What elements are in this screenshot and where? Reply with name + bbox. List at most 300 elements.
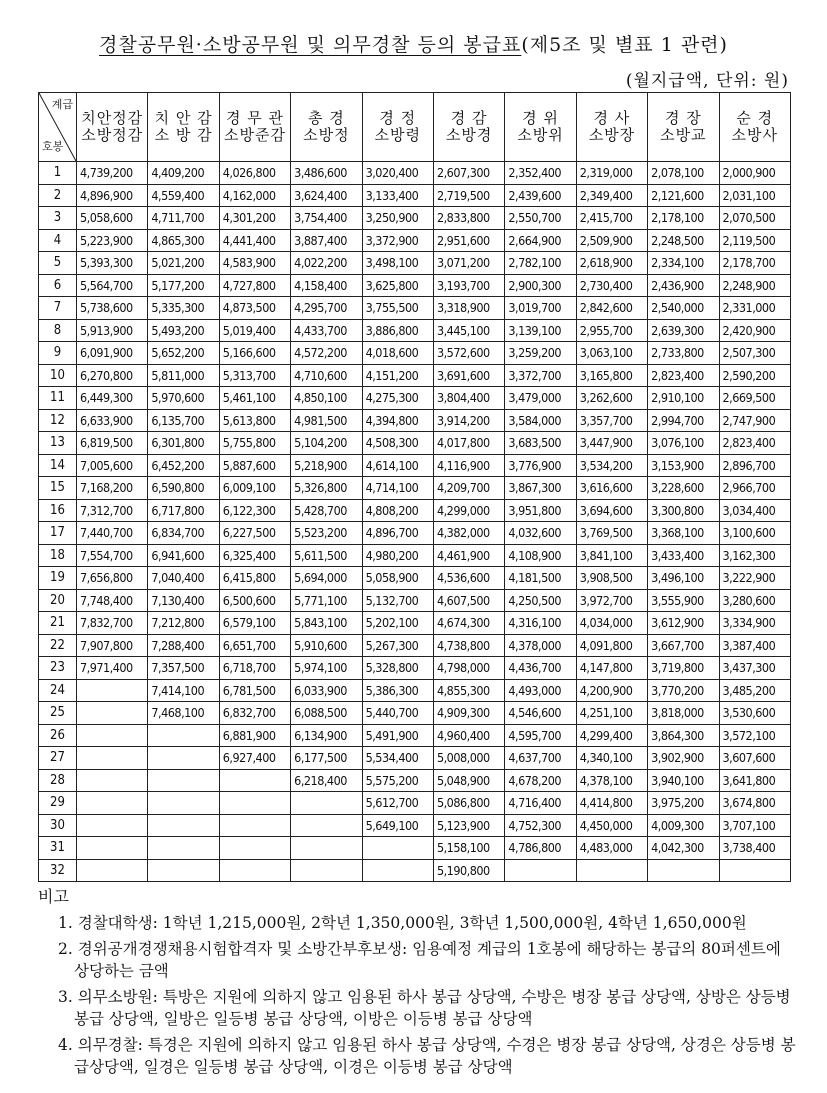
table-row [39,837,791,860]
salary-cell: 3,776,900 [505,454,576,477]
salary-cell: 3,300,800 [648,499,719,522]
column-header-rank: 경 위 소방위 [505,93,576,162]
step-number-cell: 26 [39,724,77,747]
salary-cell: 5,649,100 [362,814,433,837]
salary-cell: 4,091,800 [576,634,647,657]
salary-cell: 4,896,700 [362,522,433,545]
step-number-cell: 16 [39,499,77,522]
salary-cell [219,859,290,882]
salary-cell: 2,439,600 [505,184,576,207]
salary-cell: 5,491,900 [362,724,433,747]
salary-cell: 5,386,300 [362,679,433,702]
salary-cell: 3,020,400 [362,162,433,185]
salary-cell: 2,669,500 [719,387,790,410]
salary-cell: 2,031,100 [719,184,790,207]
table-row [39,274,791,297]
salary-cell: 6,500,600 [219,589,290,612]
column-header-rank: 경 사 소방장 [576,93,647,162]
salary-cell: 7,288,400 [148,634,219,657]
salary-cell: 3,387,400 [719,634,790,657]
salary-cell: 6,301,800 [148,432,219,455]
salary-cell: 7,005,600 [77,454,148,477]
salary-cell: 4,738,800 [433,634,504,657]
salary-cell: 5,218,900 [291,454,362,477]
salary-cell: 6,781,500 [219,679,290,702]
salary-cell: 4,022,200 [291,252,362,275]
salary-cell: 4,850,100 [291,387,362,410]
salary-cell: 3,485,200 [719,679,790,702]
step-number-cell: 32 [39,859,77,882]
salary-cell: 2,248,500 [648,229,719,252]
salary-cell: 4,637,700 [505,747,576,770]
table-row [39,252,791,275]
step-number-cell: 13 [39,432,77,455]
salary-cell: 3,616,600 [576,477,647,500]
salary-cell: 4,865,300 [148,229,219,252]
salary-cell: 4,394,800 [362,409,433,432]
salary-cell: 4,508,300 [362,432,433,455]
salary-cell: 6,325,400 [219,544,290,567]
salary-cell: 5,019,400 [219,319,290,342]
column-header-rank: 경 무 관 소방준감 [219,93,290,162]
salary-cell: 5,393,300 [77,252,148,275]
salary-cell: 3,804,400 [433,387,504,410]
table-row [39,589,791,612]
salary-cell: 5,461,100 [219,387,290,410]
title-main: 경찰공무원·소방공무원 및 의무경찰 등의 봉급표 [99,34,522,56]
step-number-cell: 20 [39,589,77,612]
table-row [39,567,791,590]
salary-cell: 3,437,300 [719,657,790,680]
salary-cell: 3,555,900 [648,589,719,612]
salary-cell: 3,770,200 [648,679,719,702]
salary-cell: 3,372,700 [505,364,576,387]
salary-cell: 3,076,100 [648,432,719,455]
salary-cell: 5,974,100 [291,657,362,680]
salary-cell: 6,717,800 [148,499,219,522]
salary-cell [77,679,148,702]
table-row [39,162,791,185]
salary-cell: 3,940,100 [648,769,719,792]
salary-table-body [39,162,791,882]
salary-cell: 3,887,400 [291,229,362,252]
salary-cell [291,837,362,860]
document-title [0,30,827,57]
table-row [39,792,791,815]
salary-cell: 3,691,600 [433,364,504,387]
table-row [39,747,791,770]
salary-cell: 7,212,800 [148,612,219,635]
salary-cell [77,747,148,770]
remark-item: 1. 경찰대학생: 1학년 1,215,000원, 2학년 1,350,000원, 3학년 1,500,000원, 4학년 1,650,000원 [58,914,747,932]
step-number-cell: 8 [39,319,77,342]
salary-cell: 2,833,800 [433,207,504,230]
salary-cell: 6,091,900 [77,342,148,365]
salary-cell: 2,415,700 [576,207,647,230]
table-row [39,319,791,342]
salary-cell: 3,707,100 [719,814,790,837]
salary-cell: 6,415,800 [219,567,290,590]
salary-cell: 7,168,200 [77,477,148,500]
salary-cell [77,792,148,815]
step-number-cell: 19 [39,567,77,590]
salary-cell: 2,178,100 [648,207,719,230]
salary-cell: 6,088,500 [291,702,362,725]
salary-cell: 3,674,800 [719,792,790,815]
salary-cell: 4,614,100 [362,454,433,477]
salary-cell: 3,719,800 [648,657,719,680]
remark-item: 2. 경위공개경쟁채용시험합격자 및 소방간부후보생: 임용예정 계급의 1호봉에 해당하는 봉급의 80퍼센트에 상당하는 금액 [58,940,781,980]
salary-cell: 3,624,400 [291,184,362,207]
salary-cell: 3,334,900 [719,612,790,635]
salary-cell: 5,202,100 [362,612,433,635]
salary-cell: 2,509,900 [576,229,647,252]
salary-cell [719,859,790,882]
salary-cell: 4,583,900 [219,252,290,275]
table-row [39,657,791,680]
salary-cell: 3,133,400 [362,184,433,207]
salary-cell: 3,818,000 [648,702,719,725]
salary-cell: 5,313,700 [219,364,290,387]
salary-cell: 4,461,900 [433,544,504,567]
salary-cell: 3,153,900 [648,454,719,477]
salary-cell: 4,678,200 [505,769,576,792]
salary-cell: 4,414,800 [576,792,647,815]
salary-cell: 2,070,500 [719,207,790,230]
salary-cell: 3,372,900 [362,229,433,252]
salary-cell: 3,262,600 [576,387,647,410]
salary-cell: 4,200,900 [576,679,647,702]
salary-cell: 5,440,700 [362,702,433,725]
corner-cell [39,93,77,162]
title-suffix: (제5조 및 별표 1 관련) [521,34,728,56]
salary-cell: 3,063,100 [576,342,647,365]
salary-cell [576,859,647,882]
step-number-cell: 2 [39,184,77,207]
salary-cell: 4,714,100 [362,477,433,500]
salary-cell: 6,832,700 [219,702,290,725]
salary-cell: 4,158,400 [291,274,362,297]
salary-cell: 7,554,700 [77,544,148,567]
salary-cell: 4,896,900 [77,184,148,207]
salary-cell: 5,738,600 [77,297,148,320]
salary-cell: 5,652,200 [148,342,219,365]
step-number-cell: 11 [39,387,77,410]
salary-cell: 7,907,800 [77,634,148,657]
salary-cell: 5,523,200 [291,522,362,545]
salary-cell: 2,550,700 [505,207,576,230]
salary-cell: 4,162,000 [219,184,290,207]
column-header-rank: 경 감 소방경 [433,93,504,162]
step-number-cell: 14 [39,454,77,477]
salary-cell: 5,021,200 [148,252,219,275]
salary-cell: 5,843,100 [291,612,362,635]
salary-cell: 2,966,700 [719,477,790,500]
salary-cell: 3,951,800 [505,499,576,522]
salary-cell: 4,536,600 [433,567,504,590]
salary-cell: 5,058,900 [362,567,433,590]
salary-cell: 2,719,500 [433,184,504,207]
table-row [39,454,791,477]
salary-cell: 2,319,000 [576,162,647,185]
salary-cell: 3,738,400 [719,837,790,860]
salary-cell: 4,340,100 [576,747,647,770]
salary-cell: 5,910,600 [291,634,362,657]
salary-cell [148,792,219,815]
salary-cell: 6,135,700 [148,409,219,432]
salary-cell: 4,752,300 [505,814,576,837]
salary-cell: 4,436,700 [505,657,576,680]
salary-cell [219,837,290,860]
salary-cell: 3,193,700 [433,274,504,297]
salary-cell: 2,782,100 [505,252,576,275]
salary-cell: 7,468,100 [148,702,219,725]
salary-cell: 3,755,500 [362,297,433,320]
salary-cell: 3,447,900 [576,432,647,455]
salary-cell: 3,534,200 [576,454,647,477]
unit-note: (월지급액, 단위: 원) [625,71,789,91]
salary-cell: 6,819,500 [77,432,148,455]
salary-cell: 2,900,300 [505,274,576,297]
salary-cell: 4,181,500 [505,567,576,590]
salary-cell: 3,754,400 [291,207,362,230]
salary-cell: 6,941,600 [148,544,219,567]
salary-cell: 3,228,600 [648,477,719,500]
corner-rank-label: 계급 [51,98,73,111]
salary-cell: 4,739,200 [77,162,148,185]
salary-cell: 4,147,800 [576,657,647,680]
salary-cell: 4,980,200 [362,544,433,567]
salary-cell: 4,450,000 [576,814,647,837]
salary-cell: 2,823,400 [719,432,790,455]
salary-cell: 5,058,600 [77,207,148,230]
table-row [39,297,791,320]
salary-cell: 2,349,400 [576,184,647,207]
salary-cell: 5,132,700 [362,589,433,612]
table-row [39,229,791,252]
salary-cell: 4,909,300 [433,702,504,725]
salary-cell: 6,033,900 [291,679,362,702]
salary-cell: 5,575,200 [362,769,433,792]
salary-cell: 3,139,100 [505,319,576,342]
remarks-title: 비고 [38,887,69,906]
salary-cell: 3,667,700 [648,634,719,657]
table-row [39,387,791,410]
salary-cell: 5,048,900 [433,769,504,792]
salary-cell: 7,357,500 [148,657,219,680]
salary-cell: 5,811,000 [148,364,219,387]
salary-cell: 2,639,300 [648,319,719,342]
salary-cell: 2,352,400 [505,162,576,185]
salary-cell [77,859,148,882]
salary-cell: 3,572,100 [719,724,790,747]
salary-cell: 6,270,800 [77,364,148,387]
salary-cell [505,859,576,882]
salary-cell: 5,612,700 [362,792,433,815]
step-number-cell: 28 [39,769,77,792]
salary-cell: 4,674,300 [433,612,504,635]
salary-cell: 6,177,500 [291,747,362,770]
salary-cell: 2,823,400 [648,364,719,387]
salary-cell: 4,275,300 [362,387,433,410]
salary-cell: 6,122,300 [219,499,290,522]
salary-cell: 3,259,200 [505,342,576,365]
salary-cell: 3,867,300 [505,477,576,500]
salary-cell: 6,227,500 [219,522,290,545]
salary-cell [148,837,219,860]
salary-cell: 5,166,600 [219,342,290,365]
table-row [39,522,791,545]
step-number-cell: 1 [39,162,77,185]
salary-table [38,92,791,882]
step-number-cell: 17 [39,522,77,545]
salary-cell: 6,009,100 [219,477,290,500]
salary-cell: 4,032,600 [505,522,576,545]
salary-cell [219,792,290,815]
table-row [39,679,791,702]
salary-cell: 7,832,700 [77,612,148,635]
salary-cell: 2,436,900 [648,274,719,297]
salary-cell: 2,119,500 [719,229,790,252]
salary-cell [148,747,219,770]
salary-cell [77,814,148,837]
salary-cell [291,792,362,815]
salary-cell: 6,651,700 [219,634,290,657]
salary-cell: 3,841,100 [576,544,647,567]
salary-cell: 2,178,700 [719,252,790,275]
salary-cell: 3,886,800 [362,319,433,342]
salary-cell: 3,908,500 [576,567,647,590]
salary-cell [648,859,719,882]
salary-cell [148,724,219,747]
salary-cell: 3,584,000 [505,409,576,432]
salary-cell: 4,250,500 [505,589,576,612]
remark-item: 4. 의무경찰: 특경은 지원에 의하지 않고 임용된 하사 봉급 상당액, 수경은 병장 봉급 상당액, 상경은 상등병 봉급상당액, 일경은 일등병 봉급 상당액, 이경은 이등병 봉급 상당액 [58,1036,796,1076]
salary-cell: 6,218,400 [291,769,362,792]
salary-cell [77,702,148,725]
salary-cell: 5,771,100 [291,589,362,612]
salary-cell: 2,994,700 [648,409,719,432]
column-header-rank: 경 장 소방교 [648,93,719,162]
salary-cell [219,814,290,837]
salary-cell: 4,493,000 [505,679,576,702]
salary-cell: 4,378,000 [505,634,576,657]
step-number-cell: 6 [39,274,77,297]
salary-cell: 3,357,700 [576,409,647,432]
salary-cell: 2,733,800 [648,342,719,365]
salary-cell: 4,382,000 [433,522,504,545]
salary-cell: 3,530,600 [719,702,790,725]
salary-cell: 4,018,600 [362,342,433,365]
table-row [39,207,791,230]
salary-cell: 6,718,700 [219,657,290,680]
salary-cell: 5,086,800 [433,792,504,815]
table-row [39,342,791,365]
salary-cell: 4,034,000 [576,612,647,635]
column-header-rank: 치안정감 소방정감 [77,93,148,162]
salary-cell: 2,334,100 [648,252,719,275]
salary-cell: 6,590,800 [148,477,219,500]
salary-cell: 5,970,600 [148,387,219,410]
step-number-cell: 3 [39,207,77,230]
salary-cell [291,814,362,837]
step-number-cell: 9 [39,342,77,365]
salary-cell: 2,955,700 [576,319,647,342]
table-row [39,769,791,792]
step-number-cell: 18 [39,544,77,567]
table-row [39,814,791,837]
step-number-cell: 30 [39,814,77,837]
header-row [39,93,791,162]
table-row [39,859,791,882]
salary-cell: 2,121,600 [648,184,719,207]
salary-cell: 4,433,700 [291,319,362,342]
salary-cell: 2,607,300 [433,162,504,185]
salary-cell: 5,887,600 [219,454,290,477]
salary-cell: 5,335,300 [148,297,219,320]
salary-cell: 4,042,300 [648,837,719,860]
salary-cell: 3,694,600 [576,499,647,522]
salary-cell: 5,328,800 [362,657,433,680]
step-number-cell: 22 [39,634,77,657]
salary-cell: 2,730,400 [576,274,647,297]
salary-cell: 3,625,800 [362,274,433,297]
salary-cell: 3,433,400 [648,544,719,567]
table-row [39,544,791,567]
salary-cell: 3,496,100 [648,567,719,590]
salary-cell: 7,312,700 [77,499,148,522]
salary-cell: 4,299,400 [576,724,647,747]
salary-cell [148,769,219,792]
salary-cell: 5,008,000 [433,747,504,770]
salary-cell: 4,572,200 [291,342,362,365]
salary-cell: 4,017,800 [433,432,504,455]
step-number-cell: 15 [39,477,77,500]
salary-cell: 3,368,100 [648,522,719,545]
table-row [39,634,791,657]
salary-cell: 4,798,000 [433,657,504,680]
salary-cell: 4,209,700 [433,477,504,500]
salary-cell: 5,564,700 [77,274,148,297]
salary-cell: 3,769,500 [576,522,647,545]
salary-cell: 5,534,400 [362,747,433,770]
remarks-list [38,912,798,1078]
salary-cell: 2,507,300 [719,342,790,365]
salary-cell: 2,664,900 [505,229,576,252]
salary-cell: 4,873,500 [219,297,290,320]
salary-cell: 3,612,900 [648,612,719,635]
salary-cell: 2,540,000 [648,297,719,320]
salary-cell: 3,250,900 [362,207,433,230]
salary-cell [77,769,148,792]
salary-cell: 2,910,100 [648,387,719,410]
remarks-section [38,886,798,1082]
salary-cell: 4,808,200 [362,499,433,522]
salary-cell: 2,420,900 [719,319,790,342]
salary-cell: 3,683,500 [505,432,576,455]
salary-cell: 4,595,700 [505,724,576,747]
salary-cell [148,859,219,882]
salary-cell: 5,223,900 [77,229,148,252]
salary-cell: 2,331,000 [719,297,790,320]
salary-cell: 4,116,900 [433,454,504,477]
salary-cell: 5,267,300 [362,634,433,657]
salary-cell: 3,162,300 [719,544,790,567]
salary-cell: 3,498,100 [362,252,433,275]
salary-cell: 2,618,900 [576,252,647,275]
step-number-cell: 24 [39,679,77,702]
salary-cell: 7,440,700 [77,522,148,545]
